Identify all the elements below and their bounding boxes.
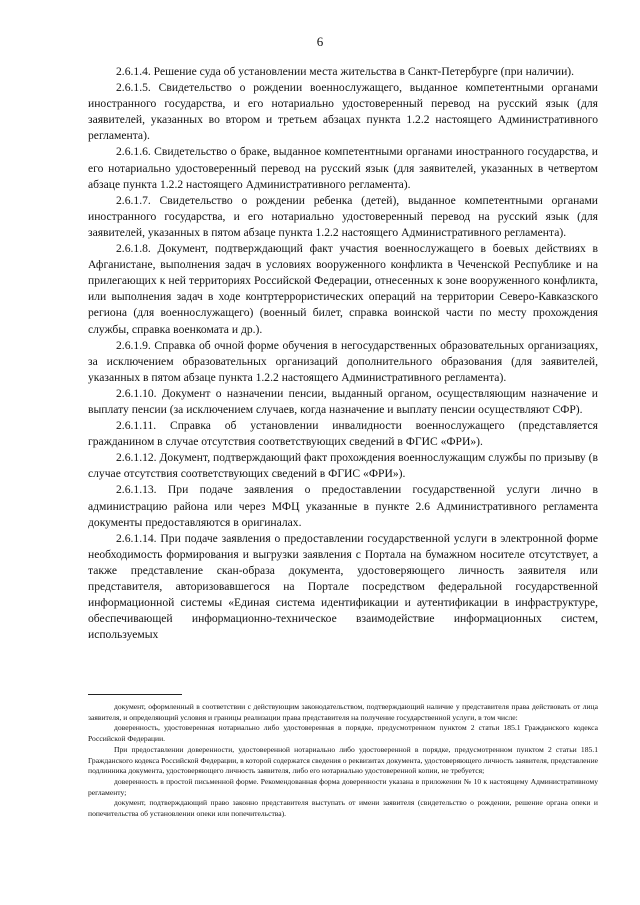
footnote-separator — [88, 694, 182, 695]
paragraph-2-6-1-6: 2.6.1.6. Свидетельство о браке, выданное компетентными органами иностранного государства, и его нотариально удостоверенный перевод на русский язык (для заявителей, указанных в четвертом абзаце пункта 1.2.2 настоящего Административного регламента). — [88, 145, 598, 191]
paragraph-2-6-1-4: 2.6.1.4. Решение суда об установлении места жительства в Санкт-Петербурге (при наличии). — [116, 65, 575, 78]
footnote-item: При предоставлении доверенности, удостоверенной нотариально либо удостоверенной в порядке, предусмотренном пунктом 2 статьи 185.1 Гражданского кодекса Российской Федерации, в которой содержатся сведения о реквизитах документа, удостоверяющего личность заявителя, представление подлинника документа, удостоверяющего личность заявителя, либо его нотариально удостоверенной копии, не требуется; — [88, 744, 598, 776]
paragraph-2-6-1-10: 2.6.1.10. Документ о назначении пенсии, выданный органом, осуществляющим назначение и выплату пенсии (за исключением случаев, когда назначение и выплату пенсии осуществляют СФР). — [88, 386, 598, 416]
paragraph-2-6-1-9: 2.6.1.9. Справка об очной форме обучения в негосударственных образовательных организациях, за исключением образовательных организаций дополнительного образования (для заявителей, указанных в пятом абзаце пункта 1.2.2 настоящего Административного регламента). — [88, 338, 598, 384]
paragraph-2-6-1-14: 2.6.1.14. При подаче заявления о предоставлении государственной услуги в электронной форме необходимость формирования и выгрузки заявления с Портала на бумажном носителе отсутствует, а также представление скан-образа документа, удостоверяющего личность заявителя или представителя, авторизовавшегося на Портале посредством федеральной государственной информационной системы «Единая система идентификации и аутентификации в инфраструктуре, обеспечивающей информационно-техническое взаимодействие информационных систем, используемых — [88, 531, 598, 642]
paragraph-2-6-1-8: 2.6.1.8. Документ, подтверждающий факт участия военнослужащего в боевых действиях в Афганистане, выполнения задач в условиях вооруженного конфликта в Чеченской Республике и на прилегающих к ней территориях Российской Федерации, отнесенных к зоне вооруженного конфликта, или выполнения задач в ходе контртеррористических операций на территории Северо-Кавказского региона (для военнослужащего) (военный билет, справка воинской части по месту прохождения службы, справка военкомата и др.). — [88, 242, 598, 336]
footnote-item: доверенность в простой письменной форме. Рекомендованная форма доверенности указана в приложении № 10 к настоящему Административному регламенту; — [88, 776, 598, 797]
page-number: 6 — [316, 34, 324, 49]
footnotes — [88, 702, 598, 820]
paragraph-2-6-1-11: 2.6.1.11. Справка об установлении инвалидности военнослужащего (представляется гражданином в случае отсутствия соответствующих сведений в ФГИС «ФРИ»). — [88, 419, 598, 449]
footnote-item: документ, оформленный в соответствии с действующим законодательством, подтверждающий наличие у представителя права действовать от лица заявителя, и определяющий условия и границы реализации права представителя на получение государственной услуги, в том числе: — [88, 702, 598, 722]
footnote-item: документ, подтверждающий право законно представителя выступать от имени заявителя (свидетельство о рождении, решение органа опеки и попечительства об установлении опеки или попечительства). — [88, 798, 598, 819]
footnote-item: доверенность, удостоверенная нотариально либо удостоверенная в порядке, предусмотренном пунктом 2 статьи 185.1 Гражданского кодекса Российской Федерации. — [88, 723, 598, 744]
paragraph-2-6-1-7: 2.6.1.7. Свидетельство о рождении ребенка (детей), выданное компетентными органами иностранного государства, и его нотариально удостоверенный перевод на русский язык (для заявителей, указанных в пятом абзаце пункта 1.2.2 настоящего Административного регламента). — [88, 193, 598, 239]
paragraph-2-6-1-5: 2.6.1.5. Свидетельство о рождении военнослужащего, выданное компетентными органами иностранного государства, и его нотариально удостоверенный перевод на русский язык (для заявителей, указанных во втором и третьем абзацах пункта 1.2.2 настоящего Административного регламента). — [88, 81, 598, 143]
paragraph-2-6-1-12: 2.6.1.12. Документ, подтверждающий факт прохождения военнослужащим службы по призыву (в случае отсутствия соответствующих сведений в ФГИС «ФРИ»). — [88, 451, 598, 481]
paragraph-2-6-1-13: 2.6.1.13. При подаче заявления о предоставлении государственной услуги лично в администрацию района или через МФЦ указанные в пункте 2.6 Административного регламента документы предоставляются в оригиналах. — [88, 483, 598, 529]
main-text — [88, 64, 598, 643]
